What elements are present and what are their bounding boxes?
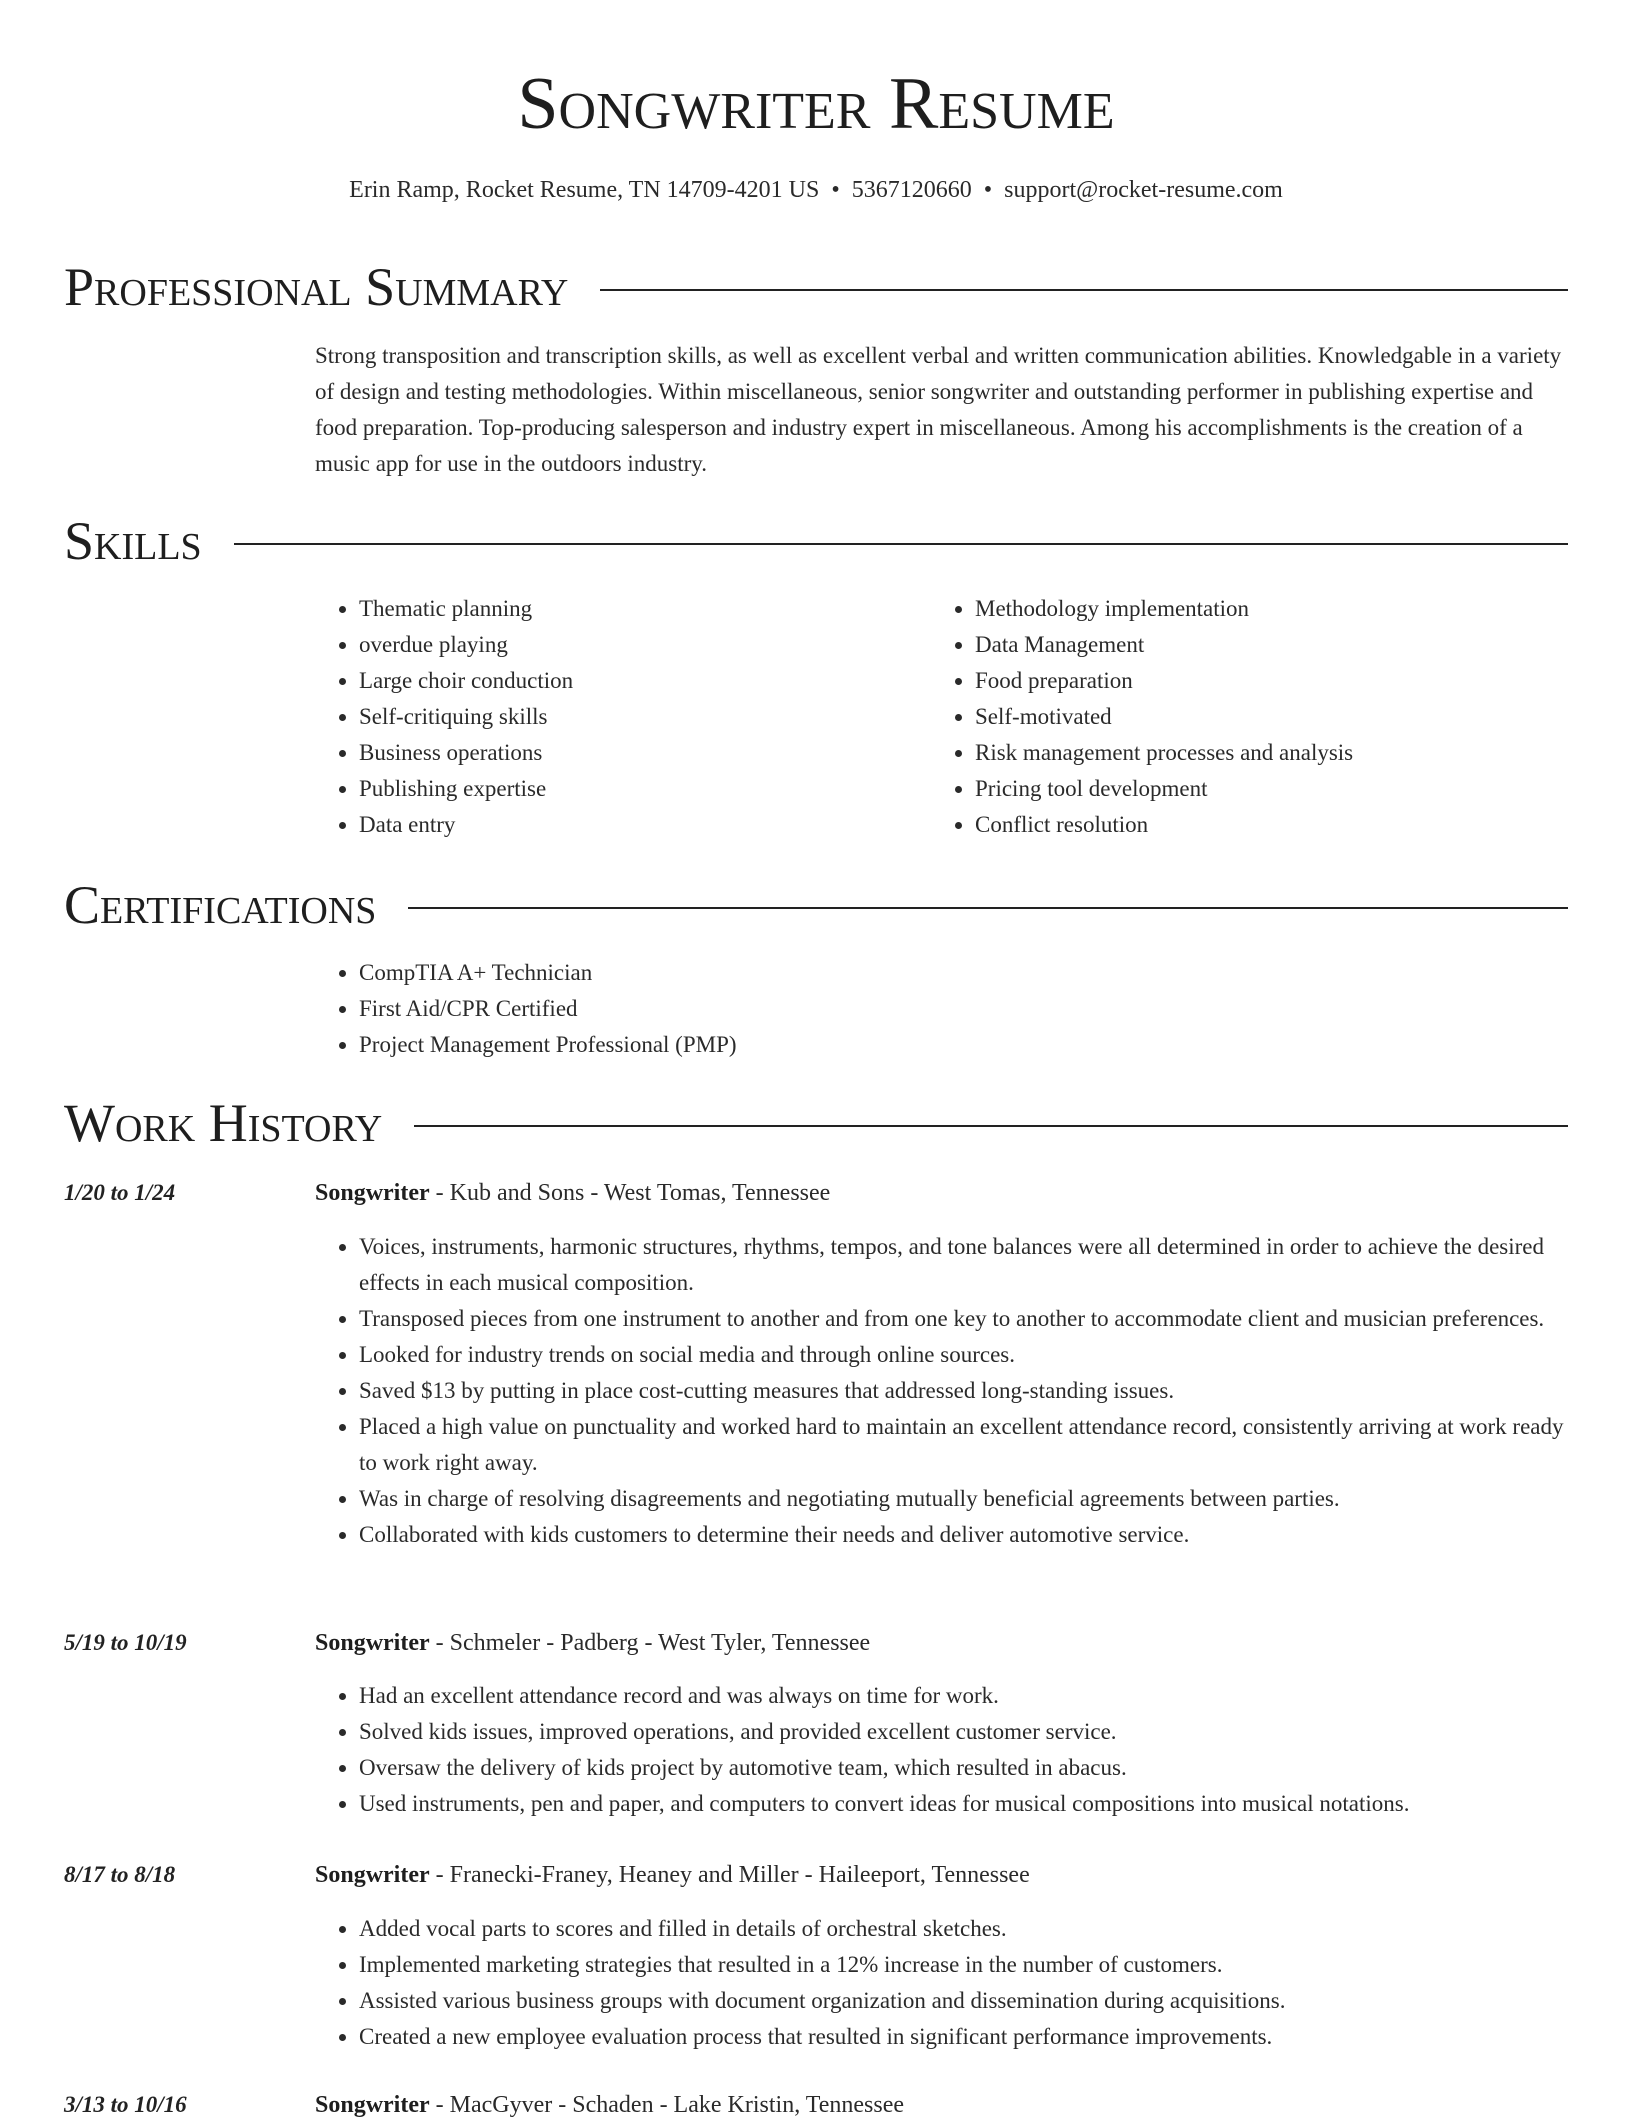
skill-item: • Pricing tool development <box>975 771 1551 807</box>
summary-section-header <box>64 254 1568 320</box>
job-bullet: • Had an excellent attendance record and was always on time for work. <box>359 1678 1568 1714</box>
certifications-list <box>315 955 737 1063</box>
section-divider <box>234 543 1568 545</box>
section-divider <box>408 907 1568 909</box>
job-role: Songwriter <box>315 1630 430 1656</box>
job-bullet: • Placed a high value on punctuality and worked hard to maintain an excellent attendance record, consistently arriving at work ready to work right away. <box>359 1409 1568 1481</box>
job-bullet: • Added vocal parts to scores and filled in details of orchestral sketches. <box>359 1911 1568 1947</box>
skill-item: • Data entry <box>359 807 875 843</box>
skill-item: • Publishing expertise <box>359 771 875 807</box>
job-bullet: • Looked for industry trends on social media and through online sources. <box>359 1337 1568 1373</box>
skill-item: • Methodology implementation <box>975 591 1551 627</box>
contact-phone: 5367120660 <box>851 177 972 203</box>
certifications-heading: Certifications <box>64 875 377 935</box>
skills-list-left <box>315 591 875 843</box>
contact-separator: • <box>983 177 993 203</box>
skill-item: • Business operations <box>359 735 875 771</box>
section-divider <box>414 1125 1568 1127</box>
skill-item: • Conflict resolution <box>975 807 1551 843</box>
section-divider <box>600 289 1568 291</box>
skill-item: • overdue playing <box>359 627 875 663</box>
summary-text: Strong transposition and transcription skills, as well as excellent verbal and written communication abilities. Knowledgable in a variety of design and testing methodologies. Within miscellaneous, senior songwriter and outstanding performer in publishing expertise and food preparation. Top-producing salesperson and industry expert in miscellaneous. Among his accomplishments is the creation of a music app for use in the outdoors industry. <box>315 343 1562 476</box>
job-bullet: • Transposed pieces from one instrument to another and from one key to another to accommodate client and musician preferences. <box>359 1301 1568 1337</box>
job-title <box>315 1175 1568 1211</box>
skills-heading: Skills <box>64 511 202 571</box>
job-bullet: • Used instruments, pen and paper, and computers to convert ideas for musical compositions into musical notations. <box>359 1786 1568 1822</box>
skill-item: • Self-critiquing skills <box>359 699 875 735</box>
job-employer: - Kub and Sons - West Tomas, Tennessee <box>429 1180 831 1206</box>
contact-line <box>0 174 1632 206</box>
job-employer: - Franecki-Franey, Heaney and Miller - Haileeport, Tennessee <box>429 1862 1030 1888</box>
job-bullet: • Oversaw the delivery of kids project by automotive team, which resulted in abacus. <box>359 1750 1568 1786</box>
skills-section-header <box>64 508 1568 574</box>
job-bullets <box>315 1911 1568 2055</box>
job-bullet: • Created a new employee evaluation process that resulted in significant performance improvements. <box>359 2019 1568 2055</box>
skill-item: • Thematic planning <box>359 591 875 627</box>
contact-address: Erin Ramp, Rocket Resume, TN 14709-4201 US <box>349 177 820 203</box>
job-bullet: • Collaborated with kids customers to determine their needs and deliver automotive service. <box>359 1517 1568 1553</box>
skill-item: • Food preparation <box>975 663 1551 699</box>
job-date: 8/17 to 8/18 <box>64 1862 176 1887</box>
job-employer: - Schmeler - Padberg - West Tyler, Tennessee <box>429 1630 871 1656</box>
certification-item: • CompTIA A+ Technician <box>359 955 737 991</box>
work-history-heading: Work History <box>64 1093 383 1153</box>
skill-item: • Self-motivated <box>975 699 1551 735</box>
certification-item: • Project Management Professional (PMP) <box>359 1027 737 1063</box>
job-date: 5/19 to 10/19 <box>64 1630 187 1655</box>
job-role: Songwriter <box>315 2092 430 2118</box>
job-date: 3/13 to 10/16 <box>64 2092 187 2117</box>
job-title <box>315 1857 1568 1893</box>
skills-list-right <box>931 591 1551 843</box>
certifications-section-header <box>64 872 1568 938</box>
job-bullet: • Voices, instruments, harmonic structures, rhythms, tempos, and tone balances were all determined in order to achieve the desired effects in each musical composition. <box>359 1229 1568 1301</box>
job-bullets <box>315 1678 1568 1822</box>
work-history-section-header <box>64 1090 1568 1156</box>
contact-separator: • <box>831 177 840 203</box>
skill-item: • Large choir conduction <box>359 663 875 699</box>
skill-item: • Risk management processes and analysis <box>975 735 1551 771</box>
job-bullet: • Saved $13 by putting in place cost-cutting measures that addressed long-standing issues. <box>359 1373 1568 1409</box>
job-bullet: • Implemented marketing strategies that resulted in a 12% increase in the number of customers. <box>359 1947 1568 1983</box>
job-title <box>315 1625 1568 1661</box>
skill-item: • Data Management <box>975 627 1551 663</box>
certification-item: • First Aid/CPR Certified <box>359 991 737 1027</box>
job-bullet: • Solved kids issues, improved operations, and provided excellent customer service. <box>359 1714 1568 1750</box>
job-bullet: • Assisted various business groups with document organization and dissemination during acquisitions. <box>359 1983 1568 2019</box>
job-bullet: • Was in charge of resolving disagreements and negotiating mutually beneficial agreements between parties. <box>359 1481 1568 1517</box>
summary-heading: Professional Summary <box>64 257 569 317</box>
job-role: Songwriter <box>315 1180 430 1206</box>
job-bullets <box>315 1229 1568 1553</box>
job-employer: - MacGyver - Schaden - Lake Kristin, Tennessee <box>429 2092 905 2118</box>
job-role: Songwriter <box>315 1862 430 1888</box>
job-date: 1/20 to 1/24 <box>64 1180 176 1205</box>
resume-title: Songwriter Resume <box>517 63 1115 145</box>
contact-email[interactable]: support@rocket-resume.com <box>1004 177 1283 203</box>
job-title <box>315 2087 1568 2123</box>
